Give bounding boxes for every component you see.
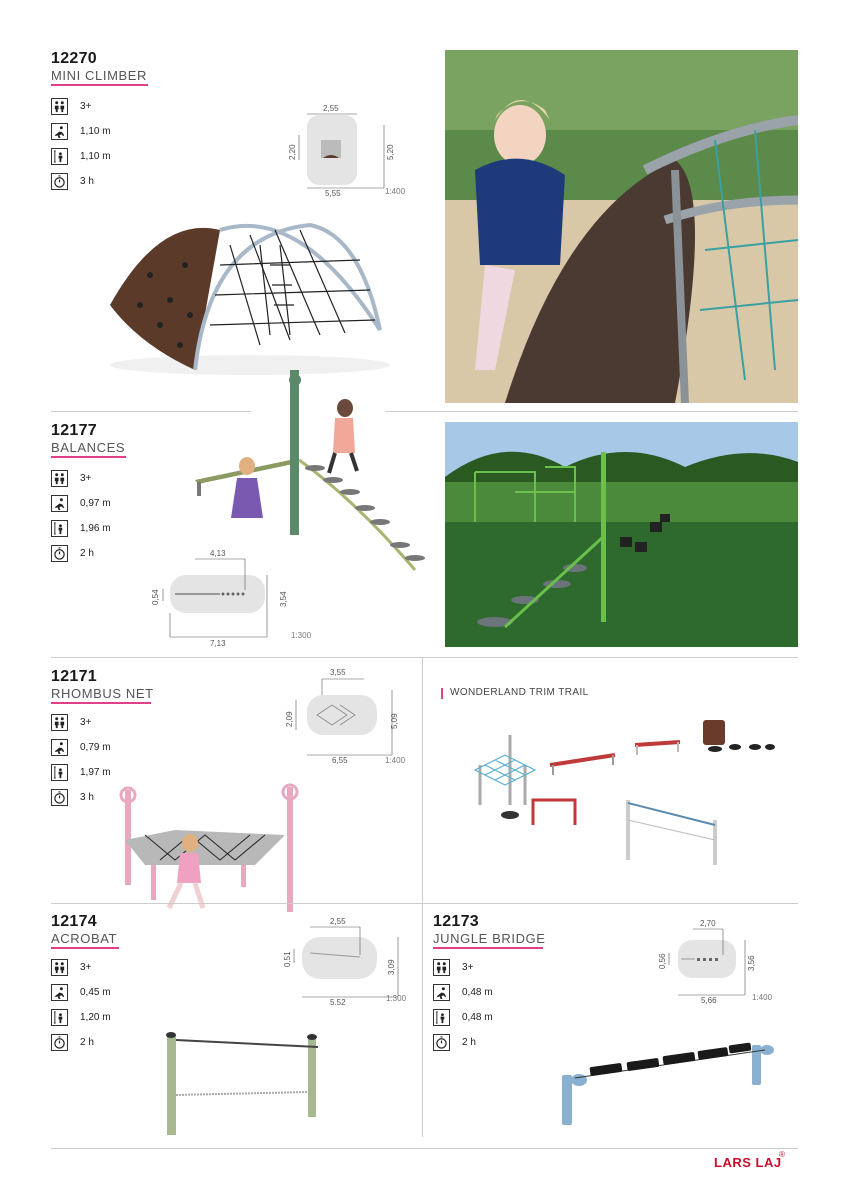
title-underline — [51, 702, 151, 704]
spec-value: 3+ — [80, 101, 92, 112]
spec-value: 0,45 m — [80, 987, 111, 998]
product-name: ACROBAT — [51, 931, 118, 946]
free-height-icon — [51, 520, 68, 537]
fall-height-icon — [51, 739, 68, 756]
spec-free-height — [433, 1005, 493, 1030]
dim-top: 2,55 — [330, 917, 346, 926]
dim-top: 2,70 — [700, 919, 716, 928]
fall-height-icon — [51, 495, 68, 512]
spec-fall-height — [433, 980, 493, 1005]
spec-fall-height — [51, 980, 111, 1005]
dimension-diagram — [145, 545, 305, 650]
dim-right: 3,54 — [279, 591, 288, 607]
spec-time — [51, 541, 111, 566]
spec-fall-height — [51, 735, 111, 760]
spec-time — [51, 1030, 111, 1055]
free-height-icon — [51, 1009, 68, 1026]
product-code: 12177 — [51, 422, 97, 439]
product-name: JUNGLE BRIDGE — [433, 931, 546, 946]
children-icon — [51, 714, 68, 731]
free-height-icon — [433, 1009, 450, 1026]
spec-value: 2 h — [462, 1037, 476, 1048]
mini-climber-illustration — [100, 205, 400, 380]
spec-age — [51, 710, 111, 735]
scale-label: 1:400 — [752, 993, 773, 1002]
title-underline — [51, 947, 119, 949]
dim-right: 5,20 — [386, 144, 395, 160]
free-height-icon — [51, 764, 68, 781]
spec-value: 1,96 m — [80, 523, 111, 534]
fall-height-icon — [51, 984, 68, 1001]
dimension-diagram — [280, 915, 415, 1005]
dim-left: 0,51 — [283, 951, 292, 967]
dim-bottom: 5,55 — [325, 189, 341, 198]
title-underline — [51, 456, 126, 458]
spec-age — [433, 955, 493, 980]
dim-bottom: 6,55 — [332, 756, 348, 765]
dim-top: 4,13 — [210, 549, 226, 558]
spec-value: 3 h — [80, 176, 94, 187]
stopwatch-icon — [51, 545, 68, 562]
spec-value: 0,48 m — [462, 987, 493, 998]
children-icon — [433, 959, 450, 976]
footer-divider — [51, 1148, 798, 1149]
spec-value: 0,48 m — [462, 1012, 493, 1023]
spec-value: 3 h — [80, 792, 94, 803]
spec-list — [51, 710, 111, 810]
dim-left: 0,54 — [151, 589, 160, 605]
children-icon — [51, 470, 68, 487]
divider — [51, 903, 798, 904]
spec-value: 0,79 m — [80, 742, 111, 753]
spec-age — [51, 955, 111, 980]
dim-right: 3,56 — [747, 955, 756, 971]
scale-label: 1:400 — [385, 756, 406, 765]
dim-bottom: 5,66 — [701, 996, 717, 1005]
spec-value: 3+ — [80, 717, 92, 728]
spec-list — [51, 955, 111, 1055]
spec-time — [433, 1030, 493, 1055]
registered-mark: ® — [779, 1150, 785, 1159]
spec-value: 3+ — [80, 962, 92, 973]
section-title: WONDERLAND TRIM TRAIL — [450, 687, 589, 698]
divider — [422, 657, 423, 1137]
spec-value: 3+ — [462, 962, 474, 973]
dim-bottom: 5,52 — [330, 998, 346, 1005]
dim-right: 3,09 — [387, 959, 396, 975]
dim-left: 0,56 — [658, 953, 667, 969]
acrobat-illustration — [150, 1025, 340, 1140]
fall-height-icon — [433, 984, 450, 1001]
spec-value: 1,97 m — [80, 767, 111, 778]
spec-value: 1,10 m — [80, 126, 111, 137]
spec-value: 1,20 m — [80, 1012, 111, 1023]
spec-list — [51, 466, 111, 566]
divider — [51, 657, 798, 658]
product-code: 12171 — [51, 668, 97, 685]
spec-fall-height — [51, 119, 111, 144]
product-photo — [445, 422, 798, 647]
spec-free-height — [51, 1005, 111, 1030]
spec-time — [51, 785, 111, 810]
spec-free-height — [51, 144, 111, 169]
spec-value: 0,97 m — [80, 498, 111, 509]
spec-list — [433, 955, 493, 1055]
product-name: BALANCES — [51, 440, 126, 455]
spec-list — [51, 94, 111, 194]
dim-top: 2,55 — [323, 104, 339, 113]
spec-value: 3+ — [80, 473, 92, 484]
spec-free-height — [51, 516, 111, 541]
dimension-diagram — [282, 665, 417, 765]
scale-label: 1:300 — [291, 631, 312, 640]
dim-top: 3,55 — [330, 668, 346, 677]
stopwatch-icon — [51, 173, 68, 190]
scale-label: 1:300 — [386, 994, 407, 1003]
stopwatch-icon — [433, 1034, 450, 1051]
jungle-bridge-illustration — [555, 1030, 780, 1130]
children-icon — [51, 98, 68, 115]
product-photo — [445, 50, 798, 403]
dim-left: 2,09 — [285, 711, 294, 727]
scale-label: 1:400 — [385, 187, 406, 196]
divider — [385, 411, 798, 412]
spec-fall-height — [51, 491, 111, 516]
dimension-diagram — [653, 915, 783, 1005]
dim-left: 2,20 — [288, 144, 297, 160]
spec-value: 2 h — [80, 1037, 94, 1048]
product-code: 12270 — [51, 50, 97, 67]
product-name: RHOMBUS NET — [51, 686, 154, 701]
product-code: 12174 — [51, 913, 97, 930]
rhombus-net-illustration — [115, 775, 305, 915]
product-code: 12173 — [433, 913, 479, 930]
title-underline — [51, 84, 148, 86]
fall-height-icon — [51, 123, 68, 140]
free-height-icon — [51, 148, 68, 165]
trim-trail-illustration — [465, 715, 785, 865]
dim-bottom: 7,13 — [210, 639, 226, 648]
stopwatch-icon — [51, 789, 68, 806]
spec-value: 2 h — [80, 548, 94, 559]
dim-right: 5,09 — [390, 713, 399, 729]
stopwatch-icon — [51, 1034, 68, 1051]
spec-age — [51, 466, 111, 491]
children-icon — [51, 959, 68, 976]
product-name: MINI CLIMBER — [51, 68, 148, 83]
spec-time — [51, 169, 111, 194]
spec-value: 1,10 m — [80, 151, 111, 162]
title-underline — [433, 947, 543, 949]
dimension-diagram — [285, 100, 415, 200]
brand-logo: LARS LAJ — [714, 1155, 782, 1170]
spec-free-height — [51, 760, 111, 785]
accent-bar — [441, 688, 443, 699]
spec-age — [51, 94, 111, 119]
